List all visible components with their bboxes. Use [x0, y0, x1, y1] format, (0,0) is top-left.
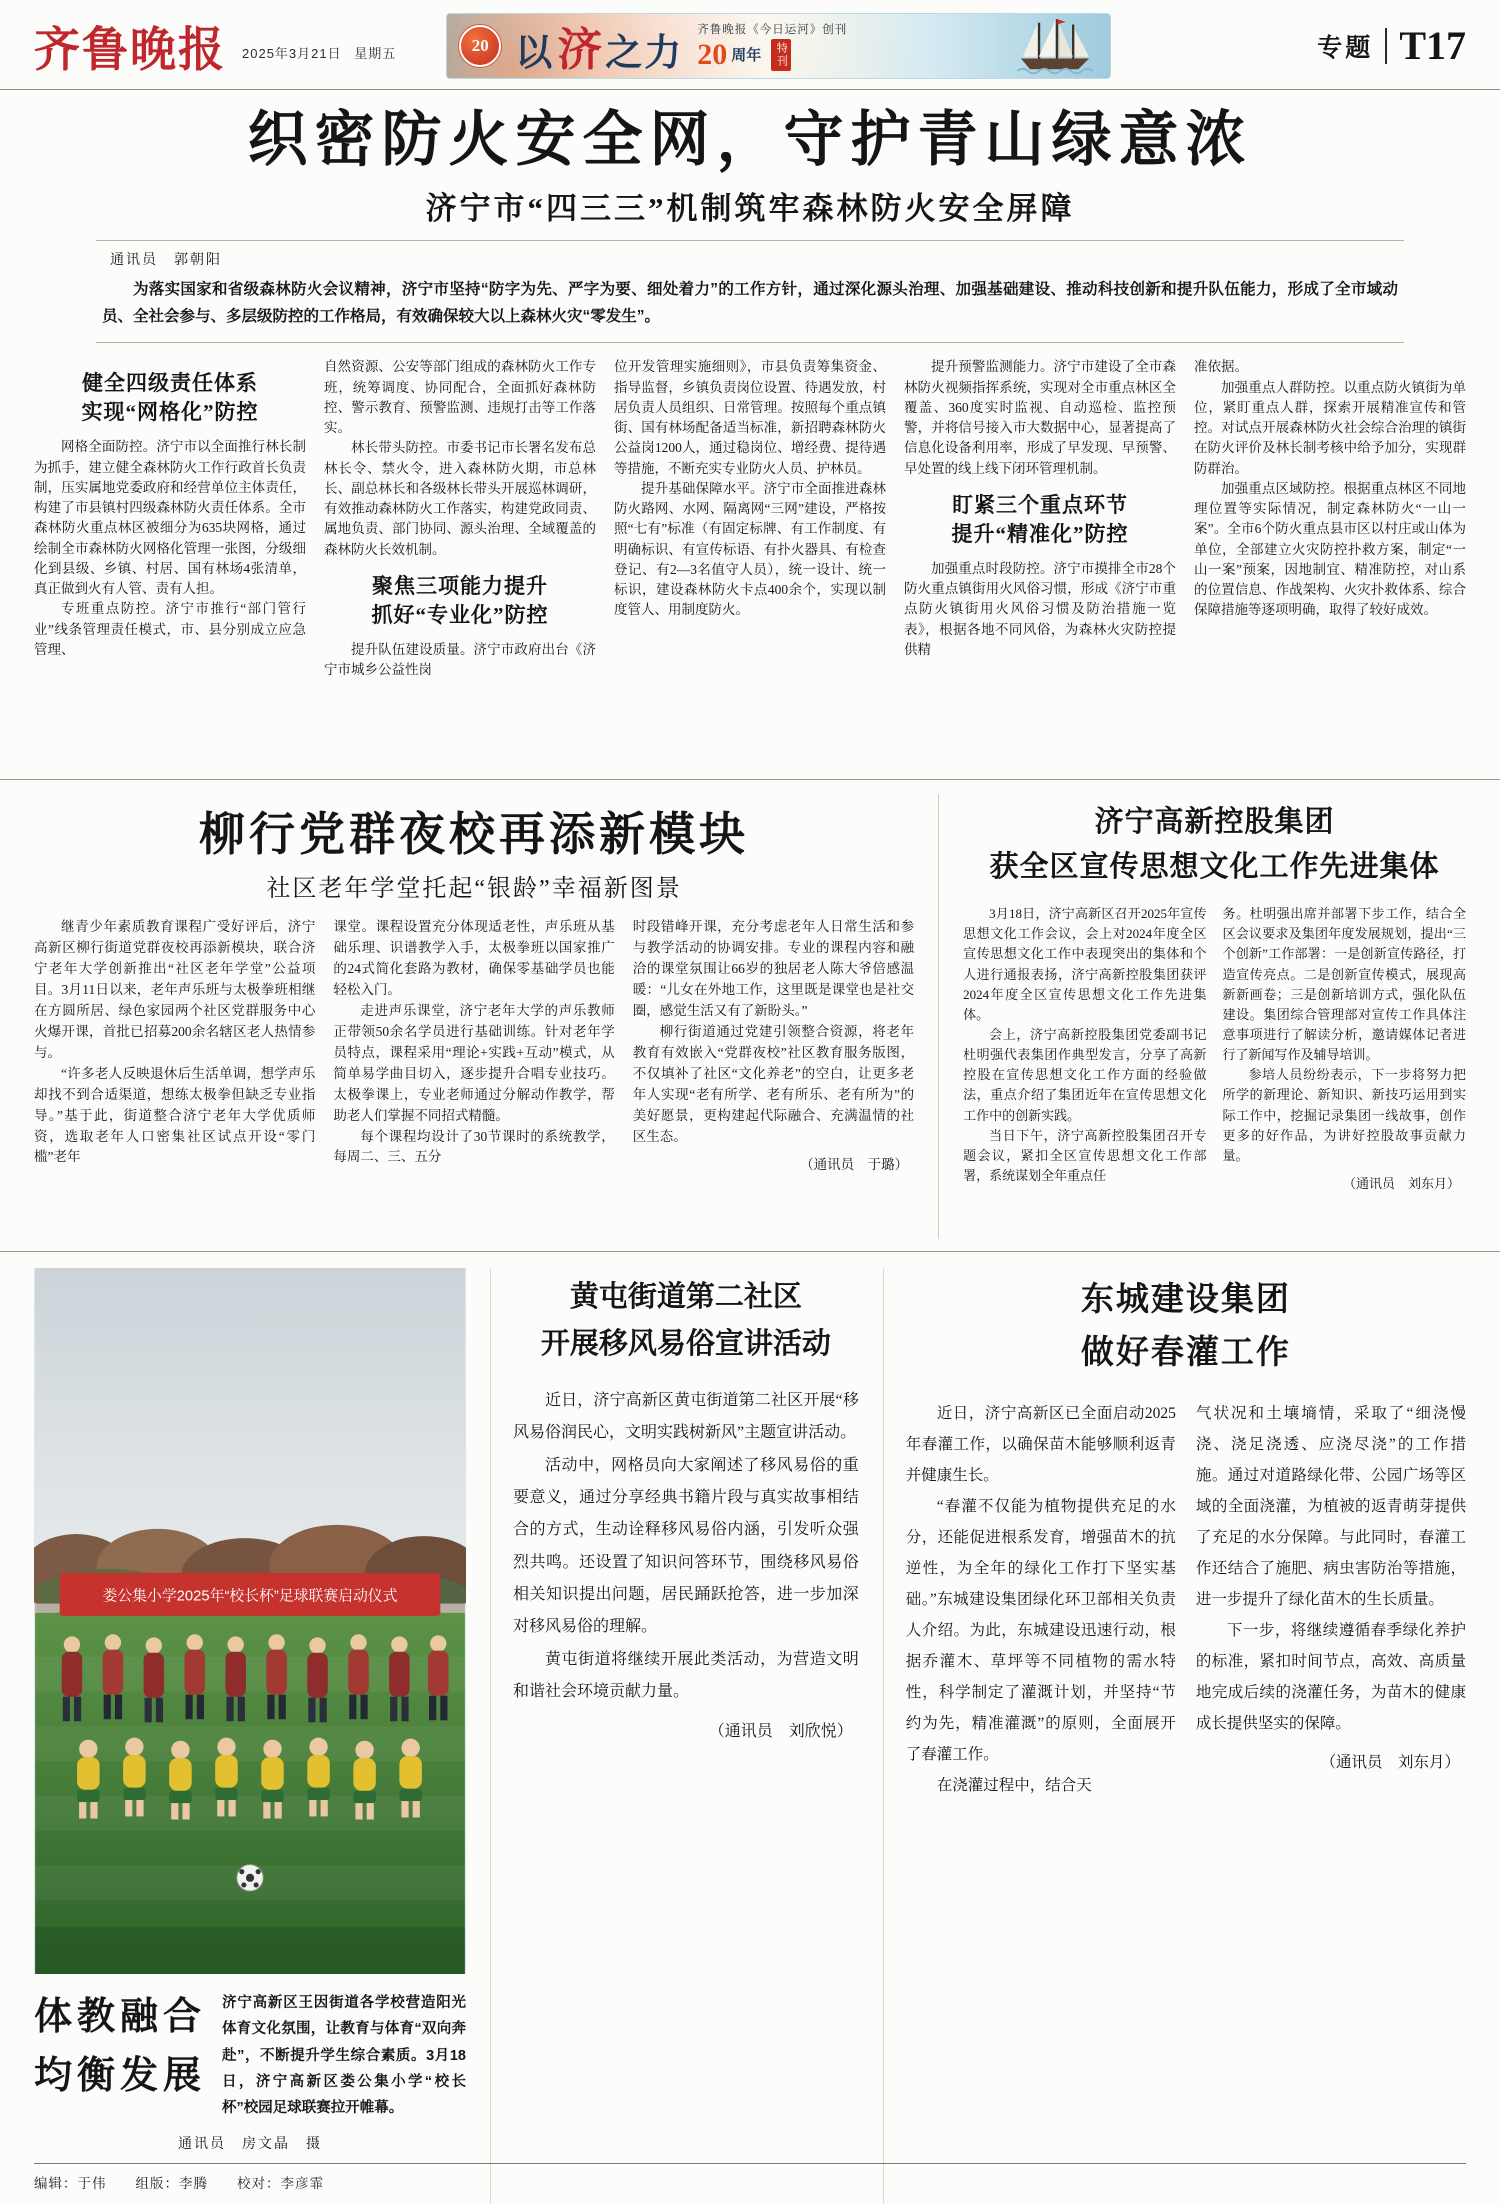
lead-box [96, 240, 1404, 343]
byline-sign: （通讯员 于璐） [800, 1157, 909, 1173]
article-column [1194, 357, 1466, 765]
date-text: 2025年3月21日 [242, 46, 342, 61]
years-label: 周年 [731, 48, 762, 64]
badge-number: 20 [471, 35, 489, 55]
main-headline: 织密防火安全网，守护青山绿意浓 [247, 107, 1253, 173]
holding-columns [963, 904, 1466, 1194]
body-paragraph: “春灌不仅能为植物提供充足的水分，还能促进根系发育，增强苗木的抗逆性，为全年的绿化工作打下坚实基础。”东城建设集团绿化环卫部相关负责人介绍。为此，东城建设迅速行动，根据乔灌木、草坪等不同植物的需水特性，科学制定了灌溉计划，并坚持“节约为先，精准灌溉”的原则，全面展开了春灌工作。 [905, 1497, 1176, 1763]
slogan-char: 以 [515, 33, 555, 74]
dongcheng-headline [906, 1274, 1466, 1380]
football-icon [237, 1865, 264, 1892]
huangtun-headline-line2: 开展移风易俗宣讲活动 [540, 1327, 831, 1360]
banner-years [697, 39, 847, 71]
article-column [906, 1398, 1176, 1801]
body-paragraph: 走进声乐课堂，济宁老年大学的声乐教师正带领50余名学员进行基础训练。针对老年学员特点，课程采用“理论+实践+互动”模式，从简单易学曲目切入，逐步提升合唱专业技巧。太极拳课上，专业老师通过分解动作教学，帮助老人们掌握不同招式精髓。 [333, 1003, 615, 1123]
article-column [34, 357, 306, 765]
body-paragraph: 提升预警监测能力。济宁市建设了全市森林防火视频指挥系统，实现对全市重点林区全覆盖、360度实时监视、自动巡检、监控预警，并将信号接入市大数据中心，显著提高了信息化设备利用率，形成了早发现、早预警、早处置的线上线下闭环管理机制。 [904, 359, 1176, 476]
photo-caption: 济宁高新区王因街道各学校营造阳光体育文化氛围，让教育与体育“双向奔赴”，不断提升学生综合素质。3月18日，济宁高新区娄公集小学“校长杯”校园足球联赛拉开帷幕。 [222, 1995, 466, 2116]
article-column [633, 917, 914, 1176]
photo-banner [60, 1573, 441, 1616]
anniversary-banner [446, 13, 1111, 79]
photo-banner-text: 娄公集小学2025年“校长杯”足球联赛启动仪式 [102, 1588, 398, 1605]
footer-credits: 编辑：于伟 组版：李腾 校对：李彦霏 [34, 2176, 324, 2191]
holding-group-article [938, 794, 1466, 1239]
article-column [963, 904, 1206, 1194]
body-paragraph: 参培人员纷纷表示，下一步将努力把所学的新理论、新知识、新技巧运用到实际工作中，挖掘记录集团一线故事，创作更多的好作品，为讲好控股故事贡献力量。 [1222, 1067, 1466, 1163]
body-paragraph: 提升基础保障水平。济宁市全面推进森林防火路网、水网、隔离网“三网”建设，严格按照“七有”标准（有固定标牌、有工作制度、有明确标识、有宣传标语、有扑火器具、有检查登记、有2—3名值守人员），统一设计、统一标识，建设森林防火卡点400余个，实现以制度管人、用制度防火。 [614, 480, 886, 618]
banner-subline-block [697, 21, 847, 71]
slogan-chars: 之力 [605, 33, 684, 74]
body-paragraph: 继青少年素质教育课程广受好评后，济宁高新区柳行街道党群夜校再添新模块，联合济宁老年大学创新推出“社区老年学堂”公益项目。3月11日以来，老年声乐班与太极拳班相继在方圆所居、绿色家园两个社区党群服务中心火爆开课，首批已招募200余名辖区老人热情参与。 [34, 919, 316, 1060]
body-paragraph: 务。杜明强出席并部署下步工作，结合全区会议要求及集团年度发展规划，提出“三个创新”工作部署：一是创新宣传路径，打造宣传亮点。二是创新宣传模式，展现高新新画卷；三是创新培训方式，强化队伍建设。集团综合管理部对宣传工作具体注意事项进行了解读分析，邀请媒体记者进行了新闻写作及辅导培训。 [1222, 906, 1466, 1063]
section-label: 专题 [1317, 33, 1374, 62]
photo-title [34, 1988, 206, 2120]
main-article [0, 90, 1500, 765]
night-school-article [34, 794, 914, 1239]
body-paragraph: 近日，济宁高新区已全面启动2025年春灌工作，以确保苗木能够顺利返青并健康生长。 [905, 1404, 1176, 1484]
body-paragraph: 时段错峰开课，充分考虑老年人日常生活和参与教学活动的协调安排。专业的课程内容和融洽的课堂氛围让66岁的独居老人陈大爷倍感温暖：“儿女在外地工作，这里既是课堂也是社交圈，感觉生活又有了新盼头。” [632, 919, 915, 1018]
article-column [1196, 1398, 1466, 1801]
lead-paragraph: 为落实国家和省级森林防火会议精神，济宁市坚持“防字为先、严字为要、细处着力”的工作方针，通过深化源头治理、加强基础建设、推动科技创新和提升队伍能力，形成了全市域动员、全社会参与、多层级防控的工作格局，有效确保较大以上森林火灾“零发生”。 [102, 281, 1398, 325]
column-subhead-line: 抓好“专业化”防控 [371, 602, 549, 627]
page-number: T17 [1399, 23, 1466, 68]
article-column [1223, 904, 1466, 1194]
body-paragraph: 下一步，将继续遵循春季绿化养护的标准，紧扣时间节点，高效、高质量地完成后续的浇灌任务，为苗木的健康成长提供坚实的保障。 [1195, 1621, 1467, 1732]
huangtun-columns [513, 1385, 859, 1748]
column-subhead [34, 369, 306, 427]
weekday-text: 星期五 [354, 46, 397, 61]
body-paragraph: 课堂。课程设置充分体现适老性，声乐班从基础乐理、识谱教学入手，太极拳班以国家推广的24式简化套路为教材，确保零基础学员也能轻松入门。 [333, 919, 615, 998]
body-paragraph: 准依据。 [1194, 359, 1248, 375]
night-school-deck: 社区老年学堂托起“银龄”幸福新图景 [266, 876, 682, 903]
body-paragraph: 会上，济宁高新控股集团党委副书记杜明强代表集团作典型发言，分享了高新控股在宣传思想文化工作方面的经验做法，重点介绍了集团近年在宣传思想文化工作中的创新实践。 [963, 1027, 1207, 1123]
column-subhead [904, 491, 1176, 549]
column-subhead-line: 聚焦三项能力提升 [372, 573, 548, 598]
special-issue-badge: 特刊 [771, 39, 791, 71]
divider-bar [1385, 28, 1387, 64]
photo-credit: 通讯员 房文晶 摄 [178, 2136, 322, 2152]
huangtun-headline [513, 1274, 859, 1367]
body-paragraph: 加强重点时段防控。济宁市摸排全市28个防火重点镇街用火风俗习惯，形成《济宁市重点防火镇街用火风俗习惯及防治措施一览表》，根据各地不同风俗，为森林火灾防控提供精 [904, 560, 1176, 657]
body-paragraph: 网格全面防控。济宁市以全面推行林长制为抓手，建立健全森林防火工作行政首长负责制，压实属地党委政府和经营单位主体责任，构建了市县镇村四级森林防火责任体系。全市森林防火重点林区被细分为635块网格，通过绘制全市森林防火网格化管理一张图，分级细化到县级、乡镇、村居、国有林场4张清单，真正做到火有人管、责有人担。 [34, 439, 306, 596]
body-paragraph: 在浇灌过程中，结合天 [936, 1776, 1092, 1794]
night-school-headline: 柳行党群夜校再添新模块 [199, 809, 750, 861]
body-paragraph: 活动中，网格员向大家阐述了移风易俗的重要意义，通过分享经典书籍片段与真实故事相结合的方式，生动诠释移风易俗内涵，引发听众强烈共鸣。还设置了知识问答环节，围绕移风易俗相关知识提出问题，居民踊跃抢答，进一步加深对移风易俗的理解。 [513, 1456, 859, 1636]
column-subhead-line: 盯紧三个重点环节 [952, 492, 1128, 517]
holding-headline-line1: 济宁高新控股集团 [1094, 806, 1335, 839]
dongcheng-columns [906, 1398, 1466, 1801]
masthead [0, 0, 1500, 90]
banner-subline: 齐鲁晚报《今日运河》创刊 [697, 23, 848, 36]
byline-sign: （通讯员 刘东月） [1342, 1176, 1460, 1192]
slogan-char-ji: 济 [557, 25, 603, 75]
bottom-section [0, 1251, 1500, 2204]
photo-meta [34, 1988, 466, 2120]
column-subhead-line: 提升“精准化”防控 [951, 521, 1129, 546]
page-footer [34, 2163, 1466, 2192]
years-number: 20 [697, 37, 728, 71]
body-paragraph: 加强重点人群防控。以重点防火镇街为单位，紧盯重点人群，探索开展精准宣传和管控。对试点开展森林防火社会综合治理的镇街在防火评价及林长制考核中给予加分，实现群防群治。 [1194, 379, 1466, 476]
main-deck: 济宁市“四三三”机制筑牢森林防火安全屏障 [425, 191, 1075, 226]
column-subhead-line: 实现“网格化”防控 [81, 400, 259, 425]
body-paragraph: 近日，济宁高新区黄屯街道第二社区开展“移风易俗润民心，文明实践树新风”主题宣讲活动。 [513, 1392, 859, 1442]
byline-sign: （通讯员 刘欣悦） [708, 1723, 853, 1741]
huangtun-headline-line1: 黄屯街道第二社区 [569, 1281, 802, 1314]
body-paragraph: 提升队伍建设质量。济宁市政府出台《济宁市城乡公益性岗 [324, 641, 596, 677]
body-paragraph: “许多老人反映退休后生活单调，想学声乐却找不到合适渠道，想练太极拳但缺乏专业指导。”基于此，街道整合济宁老年大学优质师资，选取老年人口密集社区试点开设“零门槛”老年 [34, 1065, 316, 1165]
body-paragraph: 每个课程均设计了30节课时的系统教学，每周二、三、五分 [333, 1128, 615, 1165]
photo-block [34, 1268, 466, 2204]
photo-title-line1: 体教融合 [34, 1996, 207, 2039]
body-paragraph: 林长带头防控。市委书记市长署名发布总林长令、禁火令，进入森林防火期，市总林长、副总林长和各级林长带头开展巡林调研，有效推动森林防火工作落实，构建党政同责、属地负责、部门协同、源头治理、全域覆盖的森林防火长效机制。 [324, 440, 596, 557]
dongcheng-headline-line1: 东城建设集团 [1080, 1282, 1291, 1319]
banner-slogan [515, 13, 683, 78]
article-column [513, 1385, 859, 1748]
main-article-columns [34, 357, 1466, 765]
body-paragraph: 加强重点区域防控。根据重点林区不同地理位置等实际情况，制定森林防火“一山一案”。全市6个防火重点县市区以村庄或山体为单位，全部建立火灾防控扑救方案，制定“一山一案”预案，因地制宜、精准防控，对山系的位置信息、作战架构、火灾扑救体系、综合保障措施等逐项明确，取得了较好成效。 [1194, 480, 1466, 618]
newspaper-logo: 齐鲁晚报 [34, 20, 226, 77]
ship-icon [1012, 17, 1098, 75]
dongcheng-headline-line2: 做好春灌工作 [1080, 1335, 1291, 1372]
badge-20-icon [459, 25, 501, 67]
body-paragraph: 当日下午，济宁高新控股集团召开专题会议，紧扣全区宣传思想文化工作部署，系统谋划全年重点任 [963, 1127, 1207, 1184]
football-photo [34, 1268, 466, 1974]
body-paragraph: 柳行街道通过党建引领整合资源，将老年教育有效嵌入“党群夜校”社区教育服务版图，不仅填补了社区“文化养老”的空白，让更多老年人实现“老有所学、老有所乐、老有所为”的美好愿景，更构建起代际融合、充满温情的社区生态。 [632, 1023, 915, 1144]
article-column [324, 357, 596, 765]
article-column [333, 917, 614, 1176]
article-column [614, 357, 886, 765]
huangtun-article [490, 1268, 859, 2204]
date-line [242, 43, 404, 62]
middle-section [0, 779, 1500, 1239]
body-paragraph: 位开发管理实施细则》，市县负责筹集资金、指导监督，乡镇负责岗位设置、待遇发放，村居负责人员组织、日常管理。按照每个重点镇街、国有林场配备适当标准，新招聘森林防火公益岗1200人，通过稳岗位、增经费、提待遇等措施，不断充实专业防火人员、护林员。 [614, 359, 886, 476]
dongcheng-article [883, 1268, 1466, 2204]
column-subhead-line: 健全四级责任体系 [82, 371, 258, 396]
main-byline: 通讯员 郭朝阳 [110, 253, 222, 268]
body-paragraph: 3月18日，济宁高新区召开2025年宣传思想文化工作会议，会上对2024年度全区宣传思想文化工作中表现突出的集体和个人进行通报表扬，济宁高新控股集团获评2024年度全区宣传思想文化工作先进集体。 [963, 906, 1207, 1022]
body-paragraph: 黄屯街道将继续开展此类活动，为营造文明和谐社会环境贡献力量。 [513, 1650, 859, 1700]
article-column [34, 917, 315, 1176]
holding-headline-line2: 获全区宣传思想文化工作先进集体 [989, 851, 1440, 884]
holding-headline [963, 800, 1466, 890]
body-paragraph: 自然资源、公安等部门组成的森林防火工作专班，统筹调度、协同配合，全面抓好森林防控、警示教育、预警监测、违规打击等工作落实。 [324, 359, 596, 436]
photo-foreground-shade [35, 1927, 465, 1974]
night-school-columns [34, 917, 914, 1176]
body-paragraph: 专班重点防控。济宁市推行“部门管行业”线条管理责任模式，市、县分别成立应急管理、 [34, 601, 306, 657]
column-subhead [324, 572, 596, 630]
body-paragraph: 气状况和土壤墒情，采取了“细浇慢浇、浇足浇透、应浇尽浇”的工作措施。通过对道路绿化带、公园广场等区域的全面浇灌，为植被的返青萌芽提供了充足的水分保障。与此同时，春灌工作还结合了施肥、病虫害防治等措施，进一步提升了绿化苗木的生长质量。 [1195, 1404, 1467, 1608]
article-column [904, 357, 1176, 765]
page-indicator [1317, 22, 1466, 69]
byline-sign: （通讯员 刘东月） [1320, 1753, 1461, 1771]
photo-title-line2: 均衡发展 [34, 2055, 207, 2098]
